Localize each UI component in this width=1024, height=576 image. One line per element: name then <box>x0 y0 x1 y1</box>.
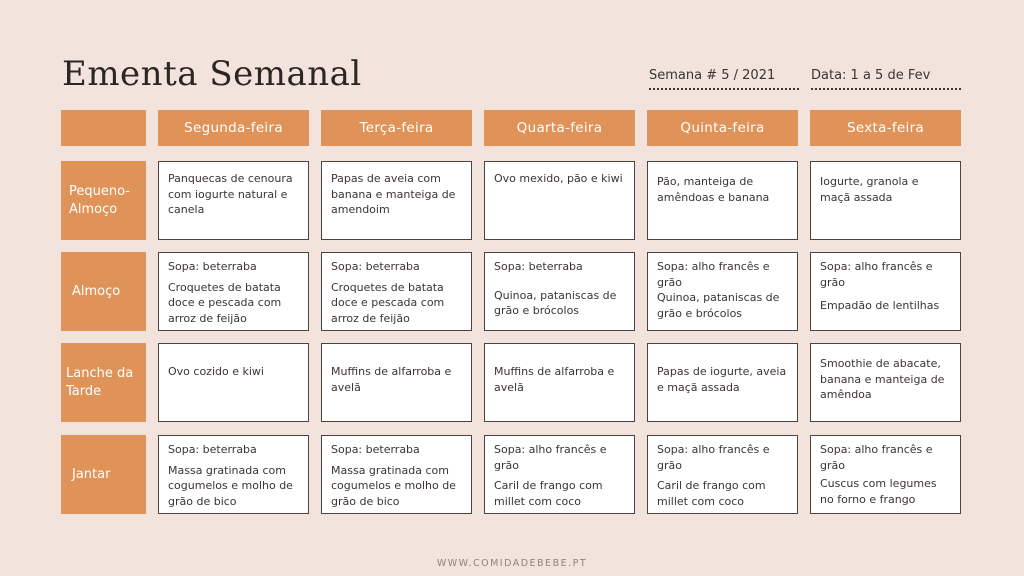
meal-cell <box>810 435 961 514</box>
meal-text: Ovo mexido, pão e kiwi <box>494 172 623 185</box>
main-dish-text: Quinoa, pataniscas de grão e brócolos <box>494 288 617 317</box>
week-field: Semana # 5 / 2021 <box>649 68 799 90</box>
meal-text: Muffins de alfarroba e avelã <box>331 365 452 394</box>
date-field: Data: 1 a 5 de Fev <box>811 68 961 90</box>
soup-text: Sopa: alho francês e grão <box>820 443 933 472</box>
soup-text: Sopa: beterraba <box>168 443 257 456</box>
main-dish-text: Croquetes de batata doce e pescada com arroz de feijão <box>168 280 282 325</box>
page-title: Ementa Semanal <box>62 54 362 94</box>
main-dish-text: Quinoa, pataniscas de grão e brócolos <box>657 291 780 320</box>
row-label-lunch <box>61 252 146 331</box>
meal-cell <box>321 161 472 240</box>
meal-cell <box>158 252 309 331</box>
main-dish-text: Caril de frango com millet com coco <box>494 479 603 508</box>
meal-cell <box>321 343 472 422</box>
meal-cell <box>484 252 635 331</box>
main-dish-text: Croquetes de batata doce e pescada com arroz de feijão <box>331 280 445 325</box>
main-dish-text: Caril de frango com millet com coco <box>657 479 766 508</box>
meal-cell <box>484 161 635 240</box>
soup-text: Sopa: alho francês e grão <box>657 443 770 472</box>
meal-cell <box>158 435 309 514</box>
day-header-friday: Sexta-feira <box>810 110 961 146</box>
row-label-breakfast <box>61 161 146 240</box>
meal-text: Papas de iogurte, aveia e maçã assada <box>657 365 787 394</box>
meal-text: Pão, manteiga de amêndoas e banana <box>657 175 770 204</box>
main-dish-text: Massa gratinada com cogumelos e molho de grão de bico <box>168 463 293 508</box>
soup-text: Sopa: alho francês e grão <box>657 260 770 289</box>
meal-cell <box>647 435 798 514</box>
row-label-text: Lanche da Tarde <box>66 365 134 399</box>
main-dish-text: Massa gratinada com cogumelos e molho de grão de bico <box>331 463 456 508</box>
meal-text: Panquecas de cenoura com iogurte natural e canela <box>168 172 293 216</box>
soup-text: Sopa: beterraba <box>168 260 257 273</box>
meal-cell <box>810 252 961 331</box>
meal-cell <box>484 435 635 514</box>
corner-header-cell <box>61 110 146 146</box>
soup-text: Sopa: alho francês e grão <box>820 260 933 289</box>
row-label-text: Pequeno- Almoço <box>69 183 130 217</box>
meal-cell <box>647 161 798 240</box>
row-label-dinner <box>61 435 146 514</box>
day-header-thursday: Quinta-feira <box>647 110 798 146</box>
soup-text: Sopa: beterraba <box>331 260 420 273</box>
meal-text: Muffins de alfarroba e avelã <box>494 365 615 394</box>
meal-text: Iogurte, granola e maçã assada <box>820 175 919 204</box>
row-label-afternoon-snack <box>61 343 146 422</box>
meal-cell <box>647 343 798 422</box>
main-dish-text: Empadão de lentilhas <box>820 299 940 312</box>
day-header-wednesday: Quarta-feira <box>484 110 635 146</box>
meal-cell <box>484 343 635 422</box>
meal-cell <box>321 252 472 331</box>
soup-text: Sopa: beterraba <box>494 260 583 273</box>
footer-url: WWW.COMIDADEBEBE.PT <box>436 558 588 569</box>
meal-text: Papas de aveia com banana e manteiga de amendoim <box>331 172 456 216</box>
meal-cell <box>810 343 961 422</box>
meal-cell <box>647 252 798 331</box>
meal-cell <box>810 161 961 240</box>
day-header-monday: Segunda-feira <box>158 110 309 146</box>
row-label-text: Jantar <box>72 466 111 482</box>
soup-text: Sopa: alho francês e grão <box>494 443 607 472</box>
meal-cell <box>321 435 472 514</box>
row-label-text: Almoço <box>72 283 121 299</box>
meal-cell <box>158 161 309 240</box>
meal-text: Ovo cozido e kiwi <box>168 365 264 378</box>
day-header-tuesday: Terça-feira <box>321 110 472 146</box>
main-dish-text: Cuscus com legumes no forno e frango <box>820 477 937 506</box>
meal-cell <box>158 343 309 422</box>
soup-text: Sopa: beterraba <box>331 443 420 456</box>
meal-text: Smoothie de abacate, banana e manteiga de amêndoa <box>820 357 945 401</box>
